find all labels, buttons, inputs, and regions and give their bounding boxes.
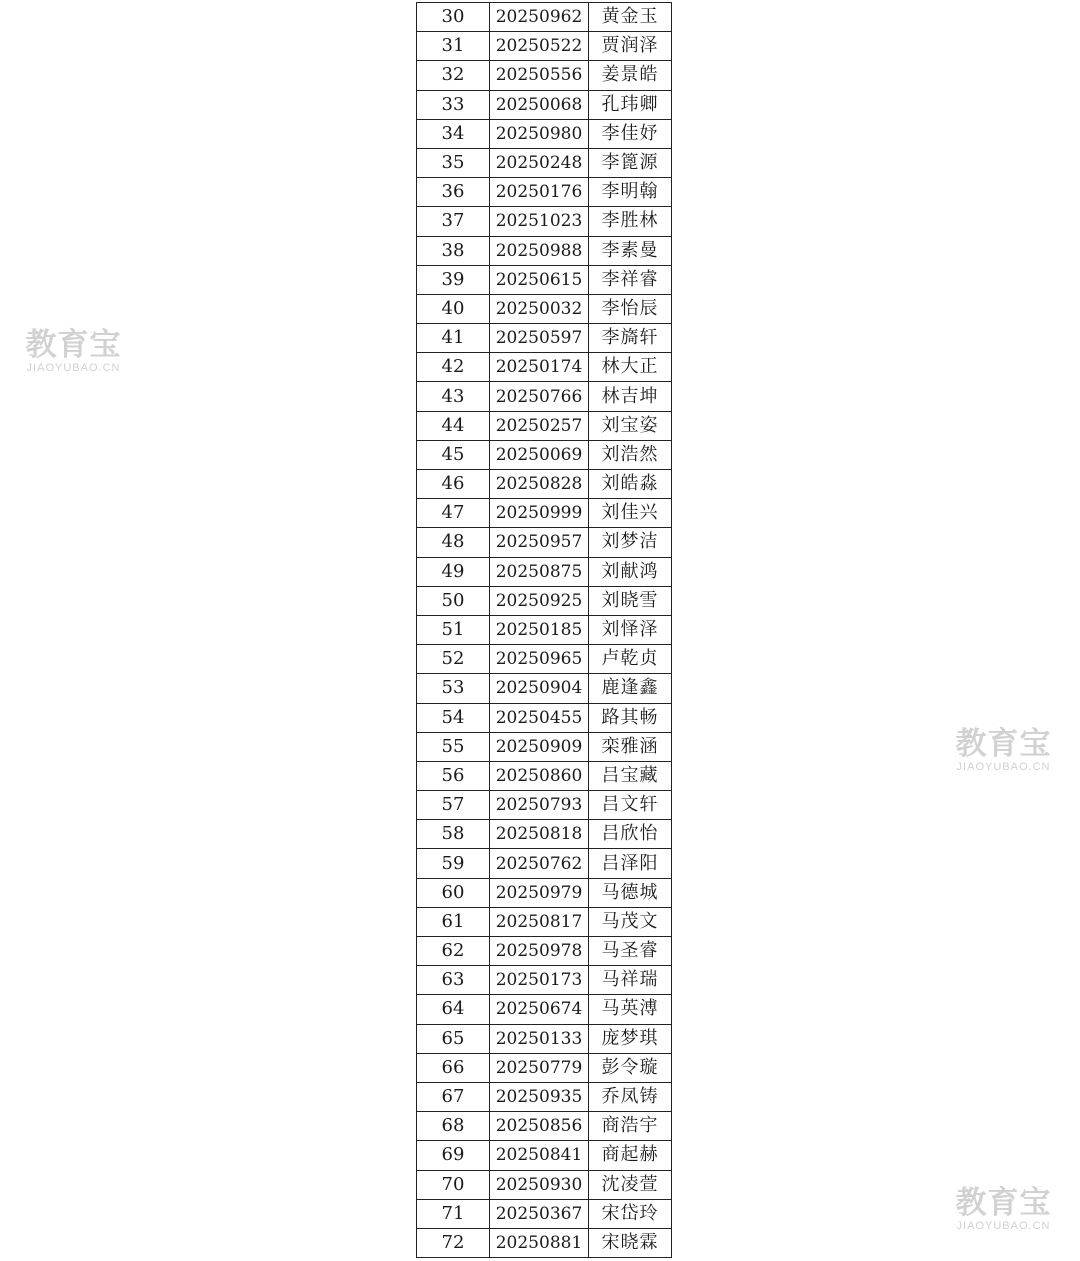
row-number-cell: 43 — [417, 382, 490, 411]
table-row — [417, 61, 672, 90]
student-id-cell: 20250860 — [490, 761, 589, 790]
student-id-cell: 20250185 — [490, 615, 589, 644]
table-row — [417, 1228, 672, 1257]
watermark-brand: 教育宝 — [955, 726, 1052, 762]
row-number-cell: 33 — [417, 90, 490, 119]
table-row — [417, 907, 672, 936]
student-id-cell: 20250962 — [490, 3, 589, 32]
student-id-cell: 20250935 — [490, 1082, 589, 1111]
student-name-cell: 姜景皓 — [589, 61, 672, 90]
student-name-cell: 黄金玉 — [589, 3, 672, 32]
row-number-cell: 60 — [417, 878, 490, 907]
row-number-cell: 59 — [417, 849, 490, 878]
student-id-cell: 20250597 — [490, 324, 589, 353]
row-number-cell: 63 — [417, 966, 490, 995]
table-row — [417, 236, 672, 265]
student-id-cell: 20250173 — [490, 966, 589, 995]
student-name-cell: 卢乾贞 — [589, 645, 672, 674]
student-name-cell: 贾润泽 — [589, 32, 672, 61]
row-number-cell: 53 — [417, 674, 490, 703]
student-name-cell: 栾雅涵 — [589, 732, 672, 761]
watermark-domain: JIAOYUBAO.CN — [26, 362, 121, 374]
table-row — [417, 499, 672, 528]
watermark — [946, 1186, 1061, 1232]
student-id-cell: 20250999 — [490, 499, 589, 528]
table-row — [417, 3, 672, 32]
student-id-cell: 20250133 — [490, 1024, 589, 1053]
student-id-cell: 20250988 — [490, 236, 589, 265]
row-number-cell: 69 — [417, 1141, 490, 1170]
student-id-cell: 20250881 — [490, 1228, 589, 1257]
row-number-cell: 55 — [417, 732, 490, 761]
row-number-cell: 54 — [417, 703, 490, 732]
table-row — [417, 382, 672, 411]
row-number-cell: 44 — [417, 411, 490, 440]
row-number-cell: 68 — [417, 1112, 490, 1141]
watermark-brand: 教育宝 — [25, 327, 122, 363]
student-name-cell: 李明翰 — [589, 178, 672, 207]
table-row — [417, 849, 672, 878]
row-number-cell: 57 — [417, 791, 490, 820]
table-row — [417, 966, 672, 995]
student-name-cell: 吕泽阳 — [589, 849, 672, 878]
student-id-cell: 20250841 — [490, 1141, 589, 1170]
table-row — [417, 528, 672, 557]
student-name-cell: 林大正 — [589, 353, 672, 382]
student-id-cell: 20250615 — [490, 265, 589, 294]
table-row — [417, 1112, 672, 1141]
student-id-cell: 20250762 — [490, 849, 589, 878]
student-id-cell: 20250674 — [490, 995, 589, 1024]
watermark-domain: JIAOYUBAO.CN — [956, 1220, 1051, 1232]
student-name-cell: 沈凌萱 — [589, 1170, 672, 1199]
table-row — [417, 119, 672, 148]
row-number-cell: 49 — [417, 557, 490, 586]
roster-table-body — [417, 3, 672, 1258]
student-name-cell: 刘佳兴 — [589, 499, 672, 528]
table-row — [417, 324, 672, 353]
student-id-cell: 20250257 — [490, 411, 589, 440]
table-row — [417, 586, 672, 615]
row-number-cell: 66 — [417, 1053, 490, 1082]
row-number-cell: 39 — [417, 265, 490, 294]
student-name-cell: 吕文轩 — [589, 791, 672, 820]
row-number-cell: 37 — [417, 207, 490, 236]
row-number-cell: 35 — [417, 148, 490, 177]
student-name-cell: 马祥瑞 — [589, 966, 672, 995]
row-number-cell: 46 — [417, 470, 490, 499]
student-id-cell: 20250174 — [490, 353, 589, 382]
student-id-cell: 20250455 — [490, 703, 589, 732]
row-number-cell: 42 — [417, 353, 490, 382]
student-name-cell: 刘浩然 — [589, 440, 672, 469]
student-name-cell: 李佳妤 — [589, 119, 672, 148]
table-row — [417, 703, 672, 732]
row-number-cell: 50 — [417, 586, 490, 615]
student-name-cell: 彭令璇 — [589, 1053, 672, 1082]
row-number-cell: 32 — [417, 61, 490, 90]
table-row — [417, 353, 672, 382]
student-name-cell: 马茂文 — [589, 907, 672, 936]
student-id-cell: 20250069 — [490, 440, 589, 469]
row-number-cell: 58 — [417, 820, 490, 849]
student-name-cell: 鹿逢鑫 — [589, 674, 672, 703]
student-roster-table — [416, 2, 672, 1258]
student-name-cell: 李篦源 — [589, 148, 672, 177]
table-row — [417, 1170, 672, 1199]
row-number-cell: 34 — [417, 119, 490, 148]
student-name-cell: 路其畅 — [589, 703, 672, 732]
student-id-cell: 20250068 — [490, 90, 589, 119]
student-id-cell: 20250793 — [490, 791, 589, 820]
student-name-cell: 刘梦洁 — [589, 528, 672, 557]
table-row — [417, 878, 672, 907]
table-row — [417, 1024, 672, 1053]
table-row — [417, 645, 672, 674]
row-number-cell: 62 — [417, 937, 490, 966]
student-id-cell: 20250979 — [490, 878, 589, 907]
table-row — [417, 937, 672, 966]
table-row — [417, 995, 672, 1024]
watermark-domain: JIAOYUBAO.CN — [956, 761, 1051, 773]
student-name-cell: 吕宝藏 — [589, 761, 672, 790]
student-name-cell: 宋晓霖 — [589, 1228, 672, 1257]
row-number-cell: 40 — [417, 294, 490, 323]
student-id-cell: 20250779 — [490, 1053, 589, 1082]
student-id-cell: 20250818 — [490, 820, 589, 849]
row-number-cell: 38 — [417, 236, 490, 265]
student-name-cell: 马英溥 — [589, 995, 672, 1024]
table-row — [417, 1141, 672, 1170]
student-name-cell: 刘宝姿 — [589, 411, 672, 440]
student-name-cell: 李祥睿 — [589, 265, 672, 294]
row-number-cell: 52 — [417, 645, 490, 674]
student-name-cell: 马德城 — [589, 878, 672, 907]
student-id-cell: 20250980 — [490, 119, 589, 148]
student-name-cell: 李怡辰 — [589, 294, 672, 323]
row-number-cell: 71 — [417, 1199, 490, 1228]
row-number-cell: 47 — [417, 499, 490, 528]
student-name-cell: 庞梦琪 — [589, 1024, 672, 1053]
row-number-cell: 31 — [417, 32, 490, 61]
table-row — [417, 1082, 672, 1111]
student-id-cell: 20250828 — [490, 470, 589, 499]
student-name-cell: 刘晓雪 — [589, 586, 672, 615]
student-name-cell: 乔凤铸 — [589, 1082, 672, 1111]
student-name-cell: 李旖轩 — [589, 324, 672, 353]
row-number-cell: 61 — [417, 907, 490, 936]
watermark — [946, 727, 1061, 773]
student-name-cell: 刘皓淼 — [589, 470, 672, 499]
student-id-cell: 20250766 — [490, 382, 589, 411]
student-name-cell: 李素曼 — [589, 236, 672, 265]
table-row — [417, 90, 672, 119]
row-number-cell: 64 — [417, 995, 490, 1024]
student-name-cell: 宋岱玲 — [589, 1199, 672, 1228]
table-row — [417, 440, 672, 469]
student-id-cell: 20250856 — [490, 1112, 589, 1141]
table-row — [417, 615, 672, 644]
table-row — [417, 207, 672, 236]
student-id-cell: 20250176 — [490, 178, 589, 207]
row-number-cell: 72 — [417, 1228, 490, 1257]
table-row — [417, 265, 672, 294]
table-row — [417, 178, 672, 207]
table-row — [417, 674, 672, 703]
student-id-cell: 20250978 — [490, 937, 589, 966]
row-number-cell: 45 — [417, 440, 490, 469]
table-row — [417, 820, 672, 849]
student-name-cell: 商起赫 — [589, 1141, 672, 1170]
student-name-cell: 林吉坤 — [589, 382, 672, 411]
student-id-cell: 20250817 — [490, 907, 589, 936]
student-id-cell: 20251023 — [490, 207, 589, 236]
student-id-cell: 20250957 — [490, 528, 589, 557]
table-row — [417, 1199, 672, 1228]
student-id-cell: 20250248 — [490, 148, 589, 177]
table-row — [417, 557, 672, 586]
watermark-brand: 教育宝 — [955, 1185, 1052, 1221]
student-id-cell: 20250032 — [490, 294, 589, 323]
table-row — [417, 32, 672, 61]
row-number-cell: 67 — [417, 1082, 490, 1111]
student-name-cell: 李胜林 — [589, 207, 672, 236]
student-id-cell: 20250367 — [490, 1199, 589, 1228]
student-id-cell: 20250904 — [490, 674, 589, 703]
row-number-cell: 56 — [417, 761, 490, 790]
table-row — [417, 1053, 672, 1082]
table-row — [417, 148, 672, 177]
row-number-cell: 48 — [417, 528, 490, 557]
row-number-cell: 65 — [417, 1024, 490, 1053]
student-id-cell: 20250925 — [490, 586, 589, 615]
student-id-cell: 20250875 — [490, 557, 589, 586]
row-number-cell: 70 — [417, 1170, 490, 1199]
student-id-cell: 20250522 — [490, 32, 589, 61]
student-name-cell: 马圣睿 — [589, 937, 672, 966]
student-name-cell: 商浩宇 — [589, 1112, 672, 1141]
student-id-cell: 20250930 — [490, 1170, 589, 1199]
watermark — [16, 328, 131, 374]
table-row — [417, 411, 672, 440]
table-row — [417, 732, 672, 761]
row-number-cell: 41 — [417, 324, 490, 353]
student-id-cell: 20250909 — [490, 732, 589, 761]
student-name-cell: 孔玮卿 — [589, 90, 672, 119]
student-name-cell: 刘怿泽 — [589, 615, 672, 644]
table-row — [417, 791, 672, 820]
student-name-cell: 刘献鸿 — [589, 557, 672, 586]
table-row — [417, 761, 672, 790]
student-id-cell: 20250556 — [490, 61, 589, 90]
table-row — [417, 294, 672, 323]
row-number-cell: 51 — [417, 615, 490, 644]
student-id-cell: 20250965 — [490, 645, 589, 674]
row-number-cell: 36 — [417, 178, 490, 207]
student-name-cell: 吕欣怡 — [589, 820, 672, 849]
table-row — [417, 470, 672, 499]
row-number-cell: 30 — [417, 3, 490, 32]
